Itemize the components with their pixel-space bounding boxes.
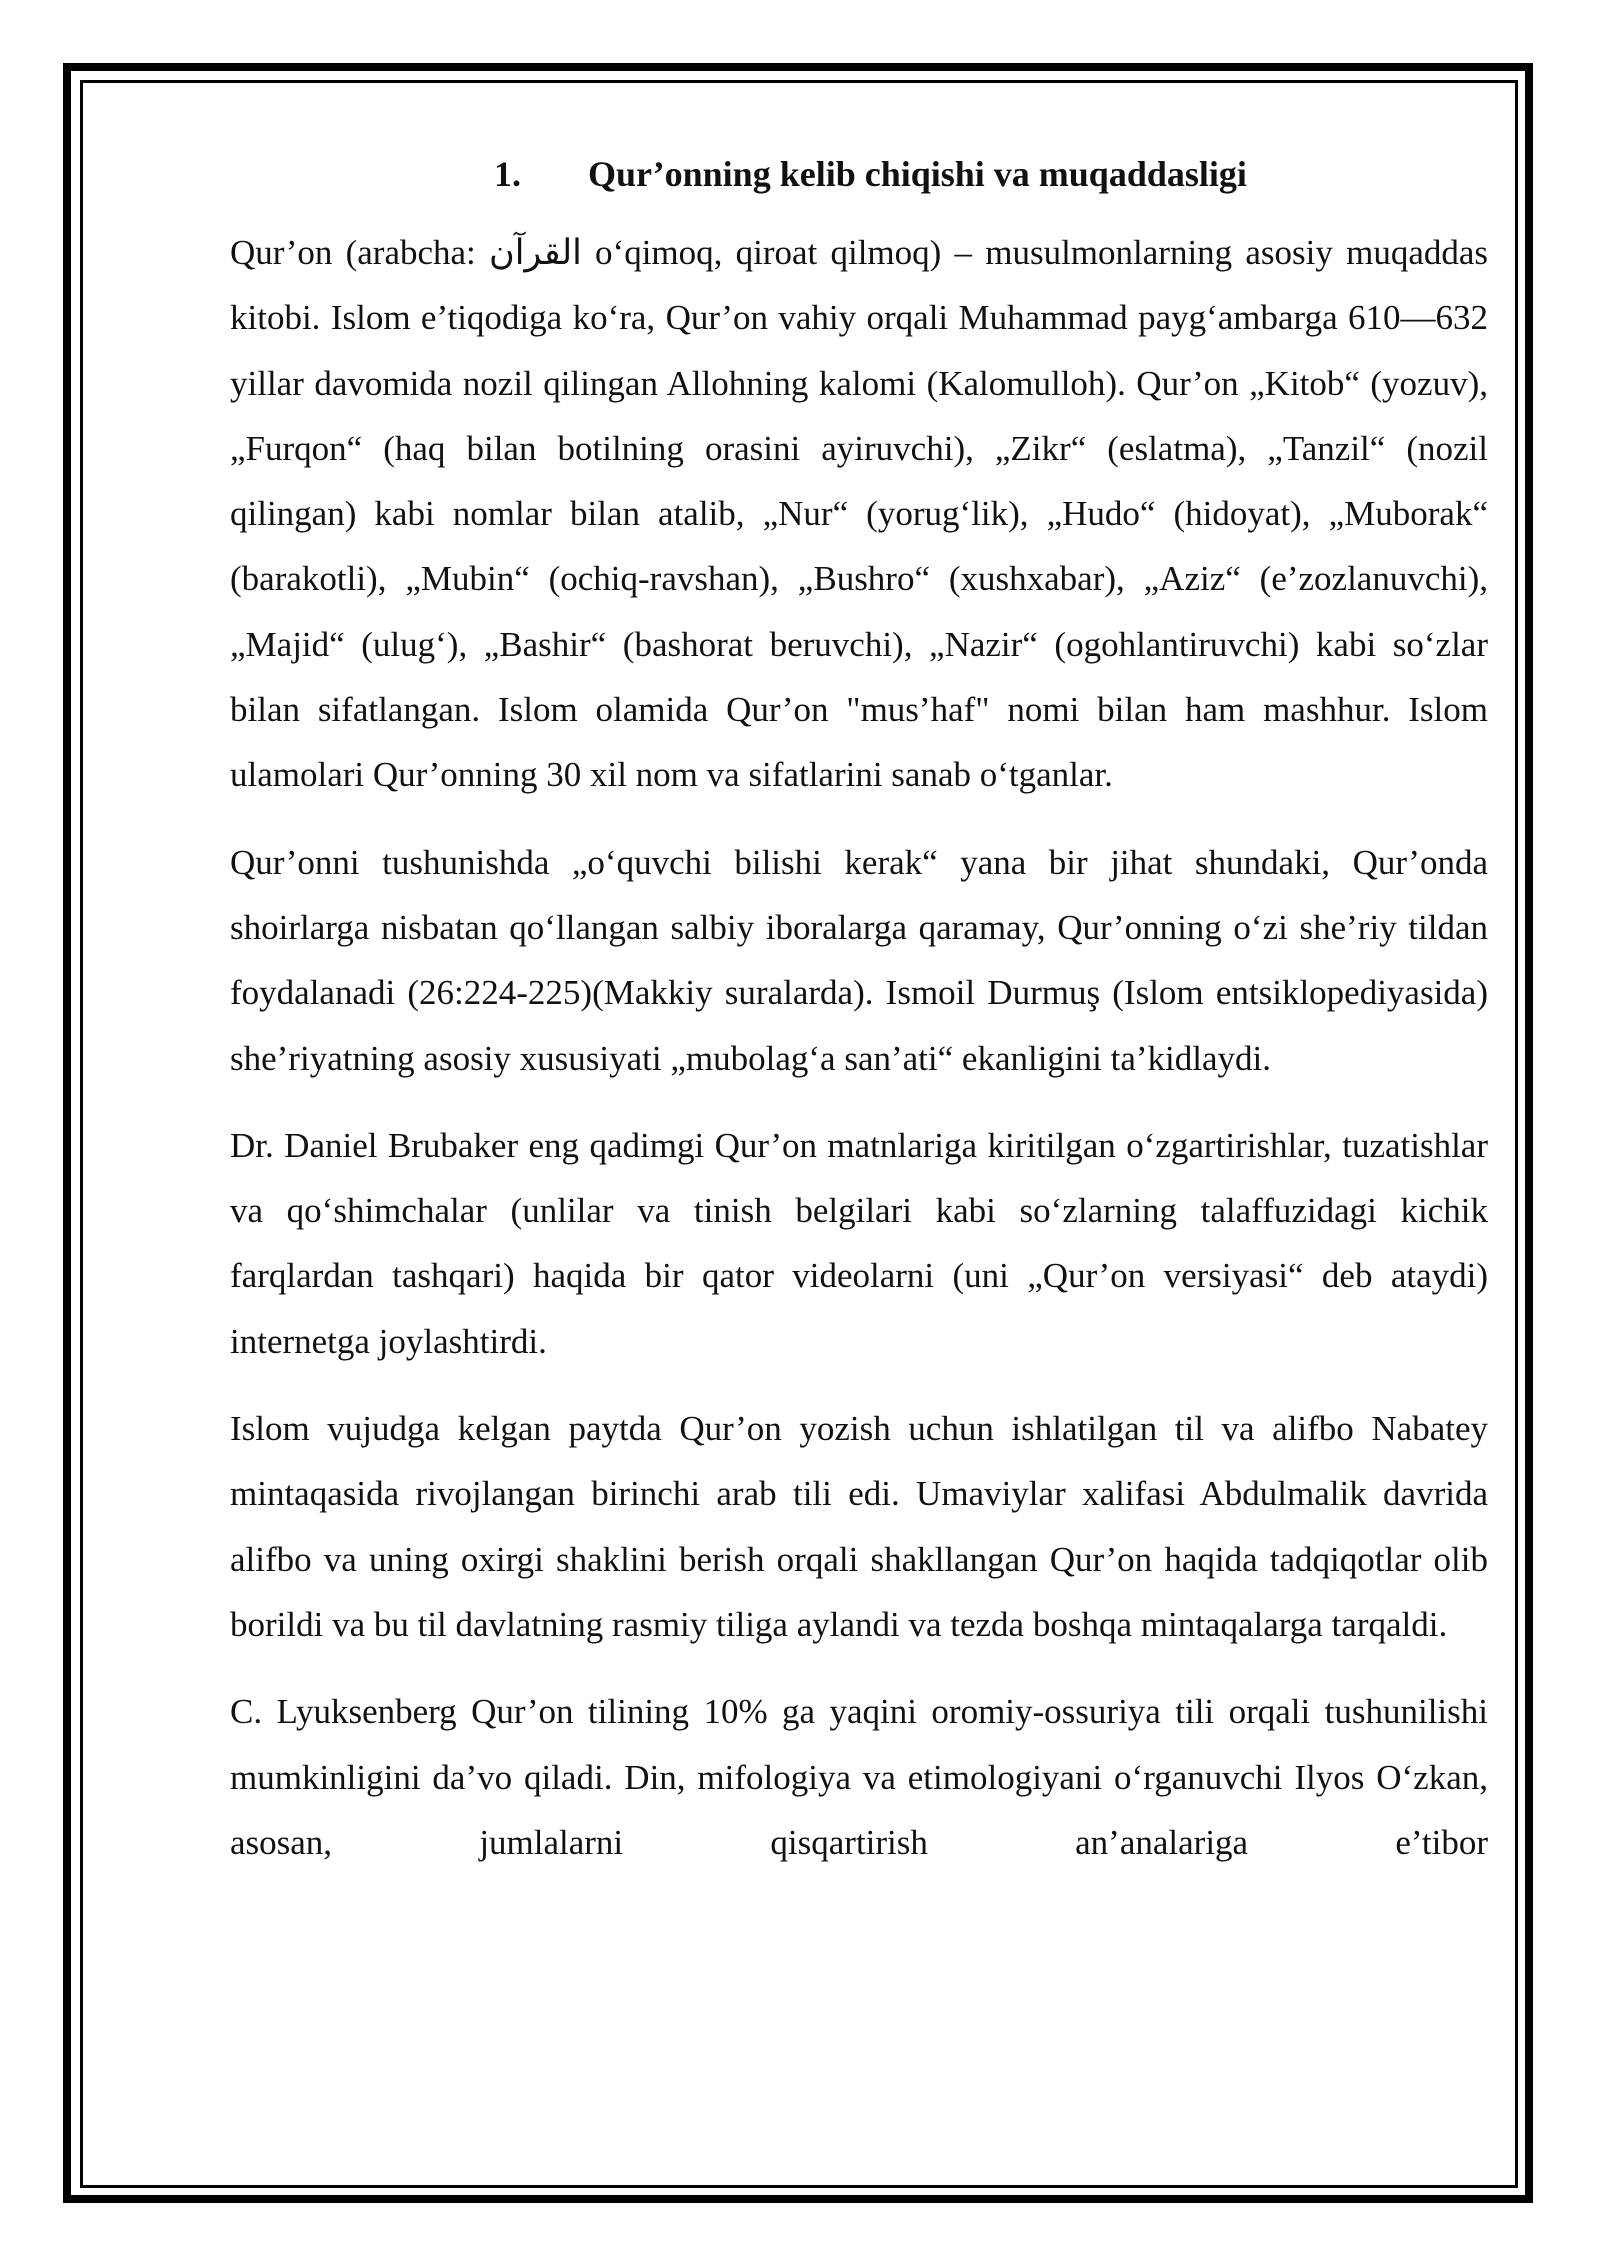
paragraph-poetic-language: Qur’onni tushunishda „o‘quvchi bilishi kerak“ yana bir jihat shundaki, Qur’onda shoirlarga nisbatan qo‘llangan salbiy iboralarga qaramay, Qur’onning o‘zi she’riy tildan foydalanadi (26:224-225)(Makkiy suralarda). Ismoil Durmuş (Islom entsiklopediyasida) she’riyatning asosiy xususiyati „mubolag‘a san’ati“ ekanligini ta’kidlaydi. — [230, 842, 1488, 1078]
document-body — [230, 150, 1488, 1897]
paragraph-luxenberg: C. Lyuksenberg Qur’on tilining 10% ga yaqini oromiy-ossuriya tili orqali tushunilishi mumkinligini da’vo qiladi. Din, mifologiya va etimologiyani o‘rganuvchi Ilyos O‘zkan, asosan, jumlalarni qisqartirish an’analariga e’tibor — [230, 1692, 1488, 1862]
section-number: 1. — [494, 154, 521, 194]
section-heading — [230, 150, 1488, 198]
paragraph-quran-definition: Qur’on (arabcha: القرآن o‘qimoq, qiroat qilmoq) – musulmonlarning asosiy muqaddas kitobi. Islom e’tiqodiga ko‘ra, Qur’on vahiy orqali Muhammad payg‘ambarga 610—632 yillar davomida nozil qilingan Allohning kalomi (Kalomulloh). Qur’on „Kitob“ (yozuv), „Furqon“ (haq bilan botilning orasini ayiruvchi), „Zikr“ (eslatma), „Tanzil“ (nozil qilingan) kabi nomlar bilan atalib, „Nur“ (yorug‘lik), „Hudo“ (hidoyat), „Muborak“ (barakotli), „Mubin“ (ochiq-ravshan), „Bushro“ (xushxabar), „Aziz“ (e’zozlanuvchi), „Majid“ (ulug‘), „Bashir“ (bashorat beruvchi), „Nazir“ (ogohlantiruvchi) kabi so‘zlar bilan sifatlangan. Islom olamida Qur’on "mus’haf" nomi bilan ham mashhur. Islom ulamolari Qur’onning 30 xil nom va sifatlarini sanab o‘tganlar. — [230, 233, 1489, 795]
paragraph-nabatean-script: Islom vujudga kelgan paytda Qur’on yozish uchun ishlatilgan til va alifbo Nabatey mintaqasida rivojlangan birinchi arab tili edi. Umaviylar xalifasi Abdulmalik davrida alifbo va uning oxirgi shaklini berish orqali shakllangan Qur’on haqida tadqiqotlar olib borildi va bu til davlatning rasmiy tiliga aylandi va tezda boshqa mintaqalarga tarqaldi. — [230, 1409, 1488, 1644]
paragraph-brubaker: Dr. Daniel Brubaker eng qadimgi Qur’on matnlariga kiritilgan o‘zgartirishlar, tuzatishlar va qo‘shimchalar (unlilar va tinish belgilari kabi so‘zlarning talaffuzidagi kichik farqlardan tashqari) haqida bir qator videolarni (uni „Qur’on versiyasi“ deb ataydi) internetga joylashtirdi. — [230, 1125, 1488, 1361]
section-title: Qur’onning kelib chiqishi va muqaddasligi — [588, 154, 1247, 194]
